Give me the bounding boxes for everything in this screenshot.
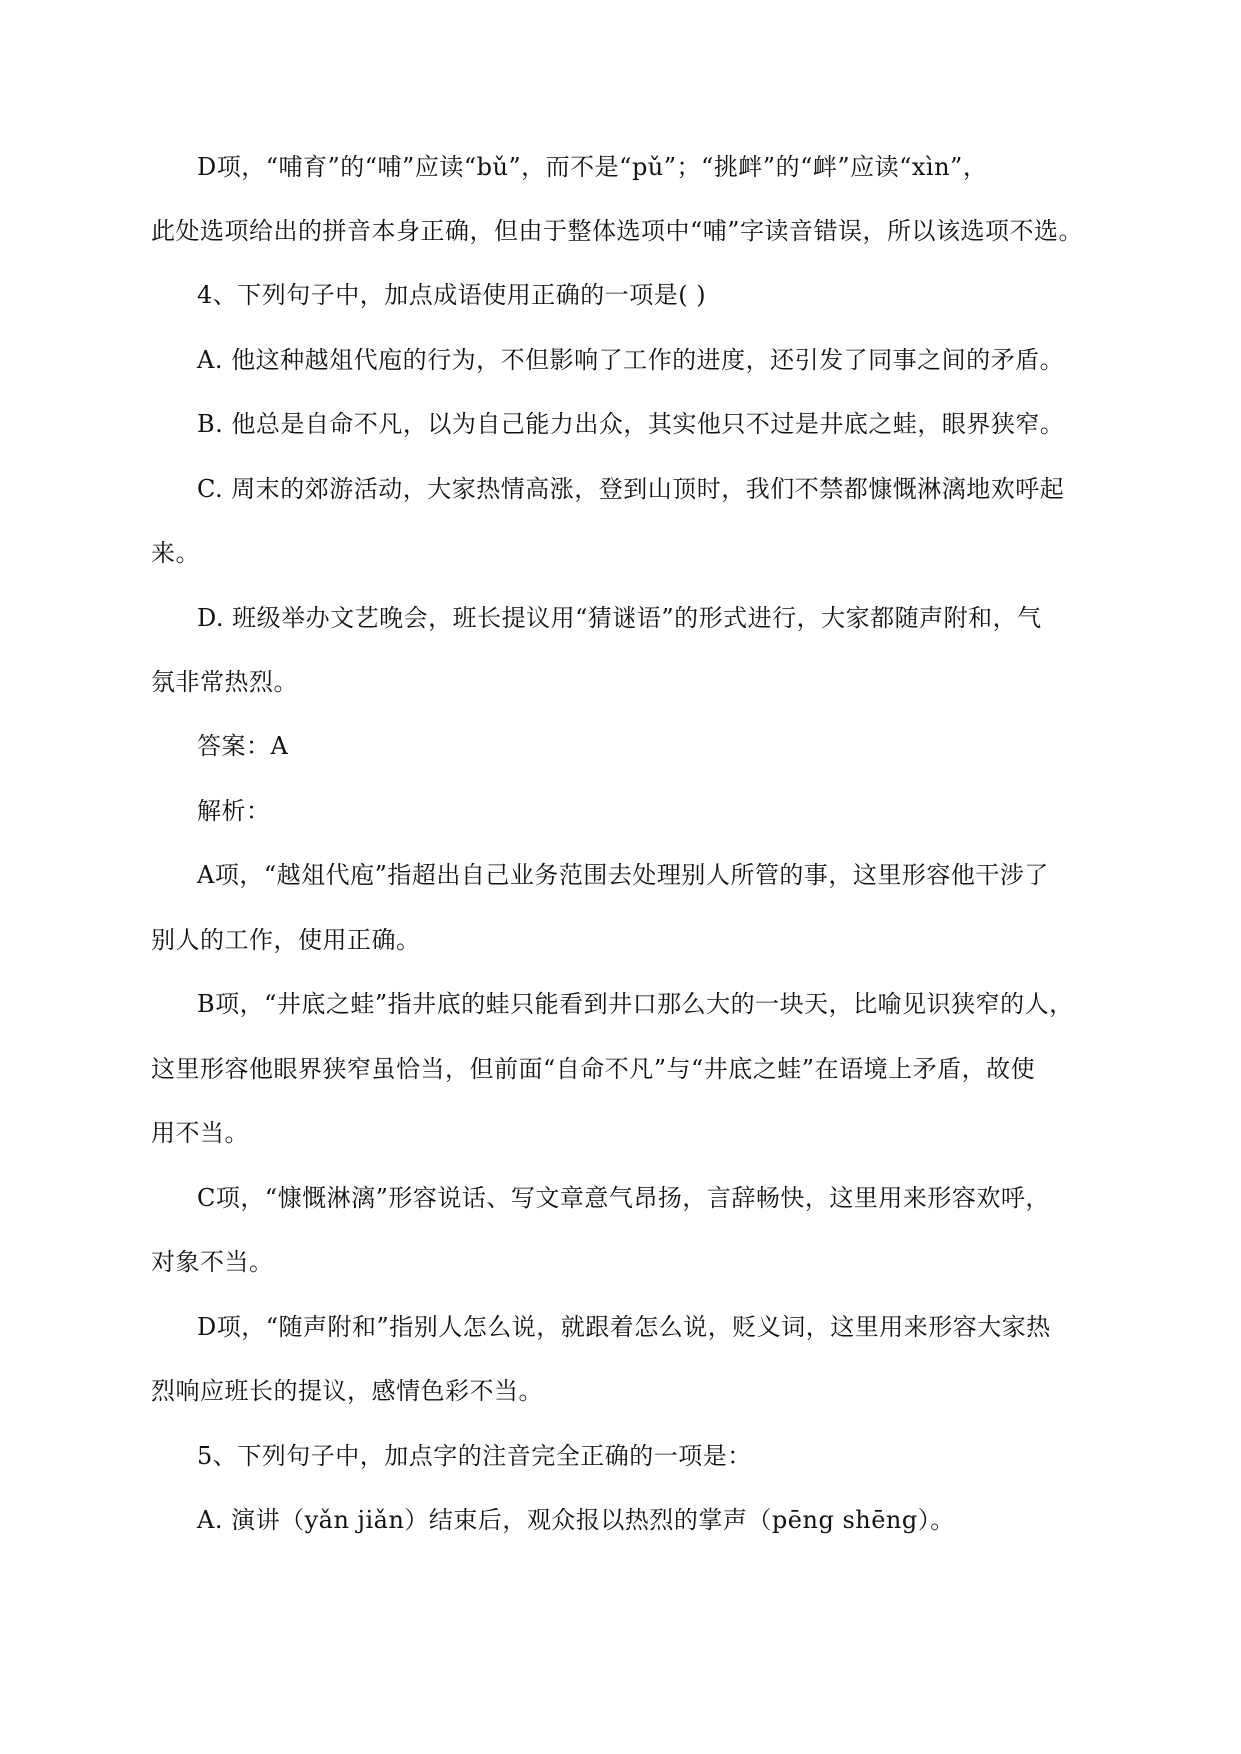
analysis-c: C项，“慷慨淋漓”形容说话、写文章意气昂扬，言辞畅快，这里用来形容欢呼， — [197, 1184, 1050, 1212]
paragraph-line: D项，“哺育”的“哺”应读“bǔ”，而不是“pǔ”；“挑衅”的“衅”应读“xìn”， — [197, 153, 988, 181]
question-4-option-d: D. 班级举办文艺晚会，班长提议用“猜谜语”的形式进行，大家都随声附和，气 — [197, 604, 1042, 632]
analysis-d-cont: 烈响应班长的提议，感情色彩不当。 — [151, 1377, 543, 1405]
question-4-option-c: C. 周末的郊游活动，大家热情高涨，登到山顶时，我们不禁都慷慨淋漓地欢呼起 — [197, 475, 1065, 503]
question-4-option-c-cont: 来。 — [151, 539, 200, 567]
analysis-c-cont: 对象不当。 — [151, 1248, 274, 1276]
question-5-stem: 5、下列句子中，加点字的注音完全正确的一项是： — [197, 1442, 752, 1470]
analysis-b: B项，“井底之蛙”指井底的蛙只能看到井口那么大的一块天，比喻见识狭窄的人， — [197, 990, 1074, 1018]
analysis-d: D项，“随声附和”指别人怎么说，就跟着怎么说，贬义词，这里用来形容大家热 — [197, 1313, 1051, 1341]
answer-line: 答案：A — [197, 732, 289, 760]
analysis-a-cont: 别人的工作，使用正确。 — [151, 926, 421, 954]
question-5-option-a: A. 演讲（yǎn jiǎn）结束后，观众报以热烈的掌声（pēng shēng）。 — [197, 1506, 955, 1534]
question-4-option-a: A. 他这种越俎代庖的行为，不但影响了工作的进度，还引发了同事之间的矛盾。 — [197, 346, 1065, 374]
analysis-heading: 解析： — [197, 797, 271, 825]
paragraph-line: 此处选项给出的拼音本身正确，但由于整体选项中“哺”字读音错误，所以该选项不选。 — [151, 217, 1084, 245]
analysis-b-cont: 用不当。 — [151, 1119, 249, 1147]
analysis-b-cont: 这里形容他眼界狭窄虽恰当，但前面“自命不凡”与“井底之蛙”在语境上矛盾，故使 — [151, 1055, 1036, 1083]
question-4-stem: 4、下列句子中，加点成语使用正确的一项是( ) — [197, 281, 707, 309]
question-4-option-b: B. 他总是自命不凡，以为自己能力出众，其实他只不过是井底之蛙，眼界狭窄。 — [197, 410, 1065, 438]
question-4-option-d-cont: 氛非常热烈。 — [151, 668, 298, 696]
analysis-a: A项，“越俎代庖”指超出自己业务范围去处理别人所管的事，这里形容他干涉了 — [197, 861, 1049, 889]
